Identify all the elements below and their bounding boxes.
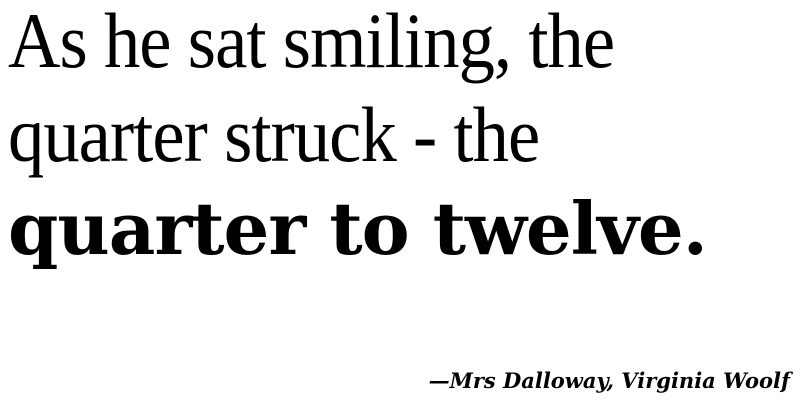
- quote-line-1: As he sat smiling, the: [8, 0, 615, 84]
- quote-block: [8, 0, 707, 276]
- quote-attribution: —Mrs Dalloway, Virginia Woolf: [428, 368, 790, 393]
- quote-line-3: quarter to twelve.: [8, 186, 707, 271]
- quote-line-2: quarter struck - the: [8, 91, 540, 178]
